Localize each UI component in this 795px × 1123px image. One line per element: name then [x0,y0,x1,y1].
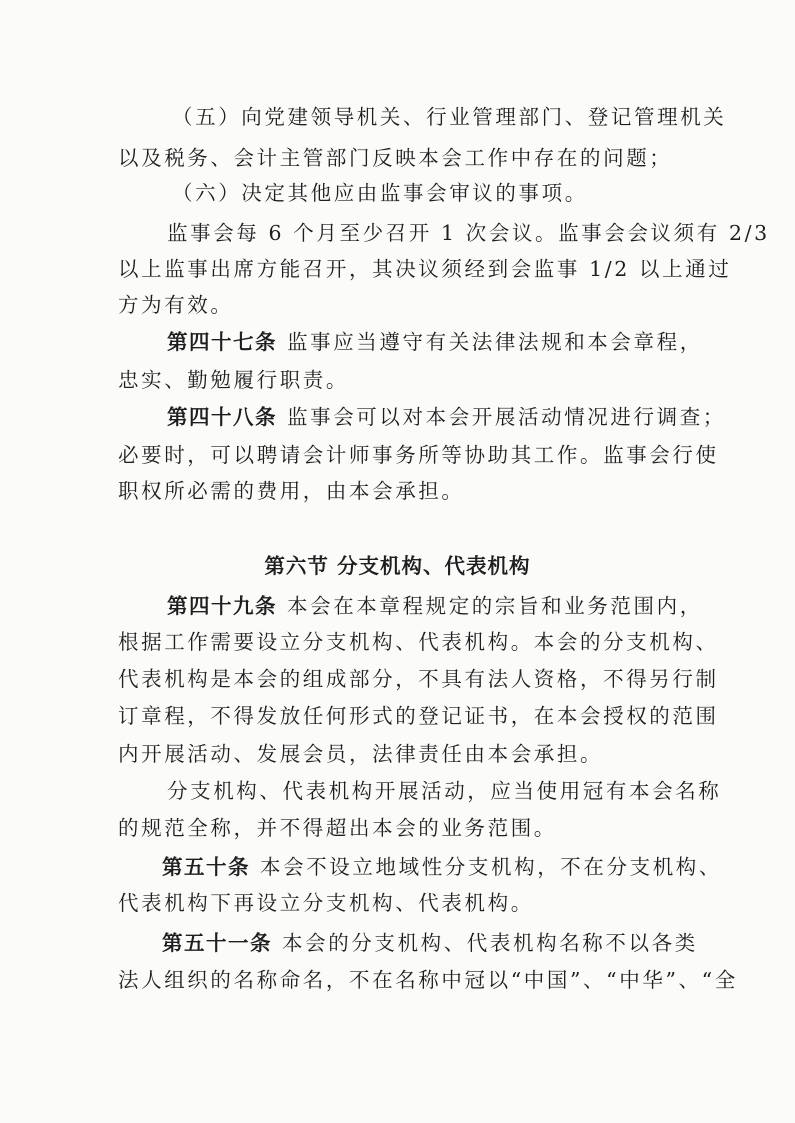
paragraph-line: 法人组织的名称命名，不在名称中冠以“中国”、“中华”、“全 [118,968,738,992]
paragraph-line: 职权所必需的费用，由本会承担。 [118,479,465,503]
article-number: 第五十一条 [162,931,272,955]
article-text: 本会不设立地域性分支机构，不在分支机构、 [260,855,722,879]
paragraph-line: 监事会每 6 个月至少召开 1 次会议。监事会会议须有 2/3 [167,221,770,245]
article-number: 第四十七条 [167,330,277,354]
paragraph-line: 分支机构、代表机构开展活动，应当使用冠有本会名称 [167,779,722,803]
article-text: 监事应当遵守有关法律法规和本会章程， [287,330,703,354]
section-heading: 第六节 分支机构、代表机构 [264,554,531,578]
article-text: 本会的分支机构、代表机构名称不以各类 [282,931,698,955]
paragraph-line: 订章程，不得发放任何形式的登记证书，在本会授权的范围 [118,704,719,728]
paragraph-line: （六）决定其他应由监事会审议的事项。 [172,181,588,205]
article-number: 第四十八条 [167,405,277,429]
paragraph-line: 根据工作需要设立分支机构、代表机构。本会的分支机构、 [118,630,719,654]
article-line [162,928,698,958]
paragraph-line: 方为有效。 [118,293,234,317]
article-text: 本会在本章程规定的宗旨和业务范围内， [287,594,703,618]
paragraph-line: 代表机构下再设立分支机构、代表机构。 [118,891,534,915]
paragraph-line: 必要时，可以聘请会计师事务所等协助其工作。监事会行使 [118,443,719,467]
article-line [167,591,703,621]
paragraph-line: （五）向党建领导机关、行业管理部门、登记管理机关 [172,105,727,129]
article-line [162,852,722,882]
article-line [167,327,703,357]
article-number: 第四十九条 [167,594,277,618]
paragraph-line: 忠实、勤勉履行职责。 [118,368,349,392]
article-line [167,402,726,432]
article-text: 监事会可以对本会开展活动情况进行调查； [287,405,726,429]
article-number: 第五十条 [162,855,250,879]
paragraph-line: 以上监事出席方能召开，其决议须经到会监事 1/2 以上通过 [118,257,732,281]
paragraph-line: 代表机构是本会的组成部分，不具有法人资格，不得另行制 [118,667,719,691]
paragraph-line: 以及税务、会计主管部门反映本会工作中存在的问题； [118,146,673,170]
paragraph-line: 的规范全称，并不得超出本会的业务范围。 [118,816,557,840]
paragraph-line: 内开展活动、发展会员，法律责任由本会承担。 [118,742,604,766]
